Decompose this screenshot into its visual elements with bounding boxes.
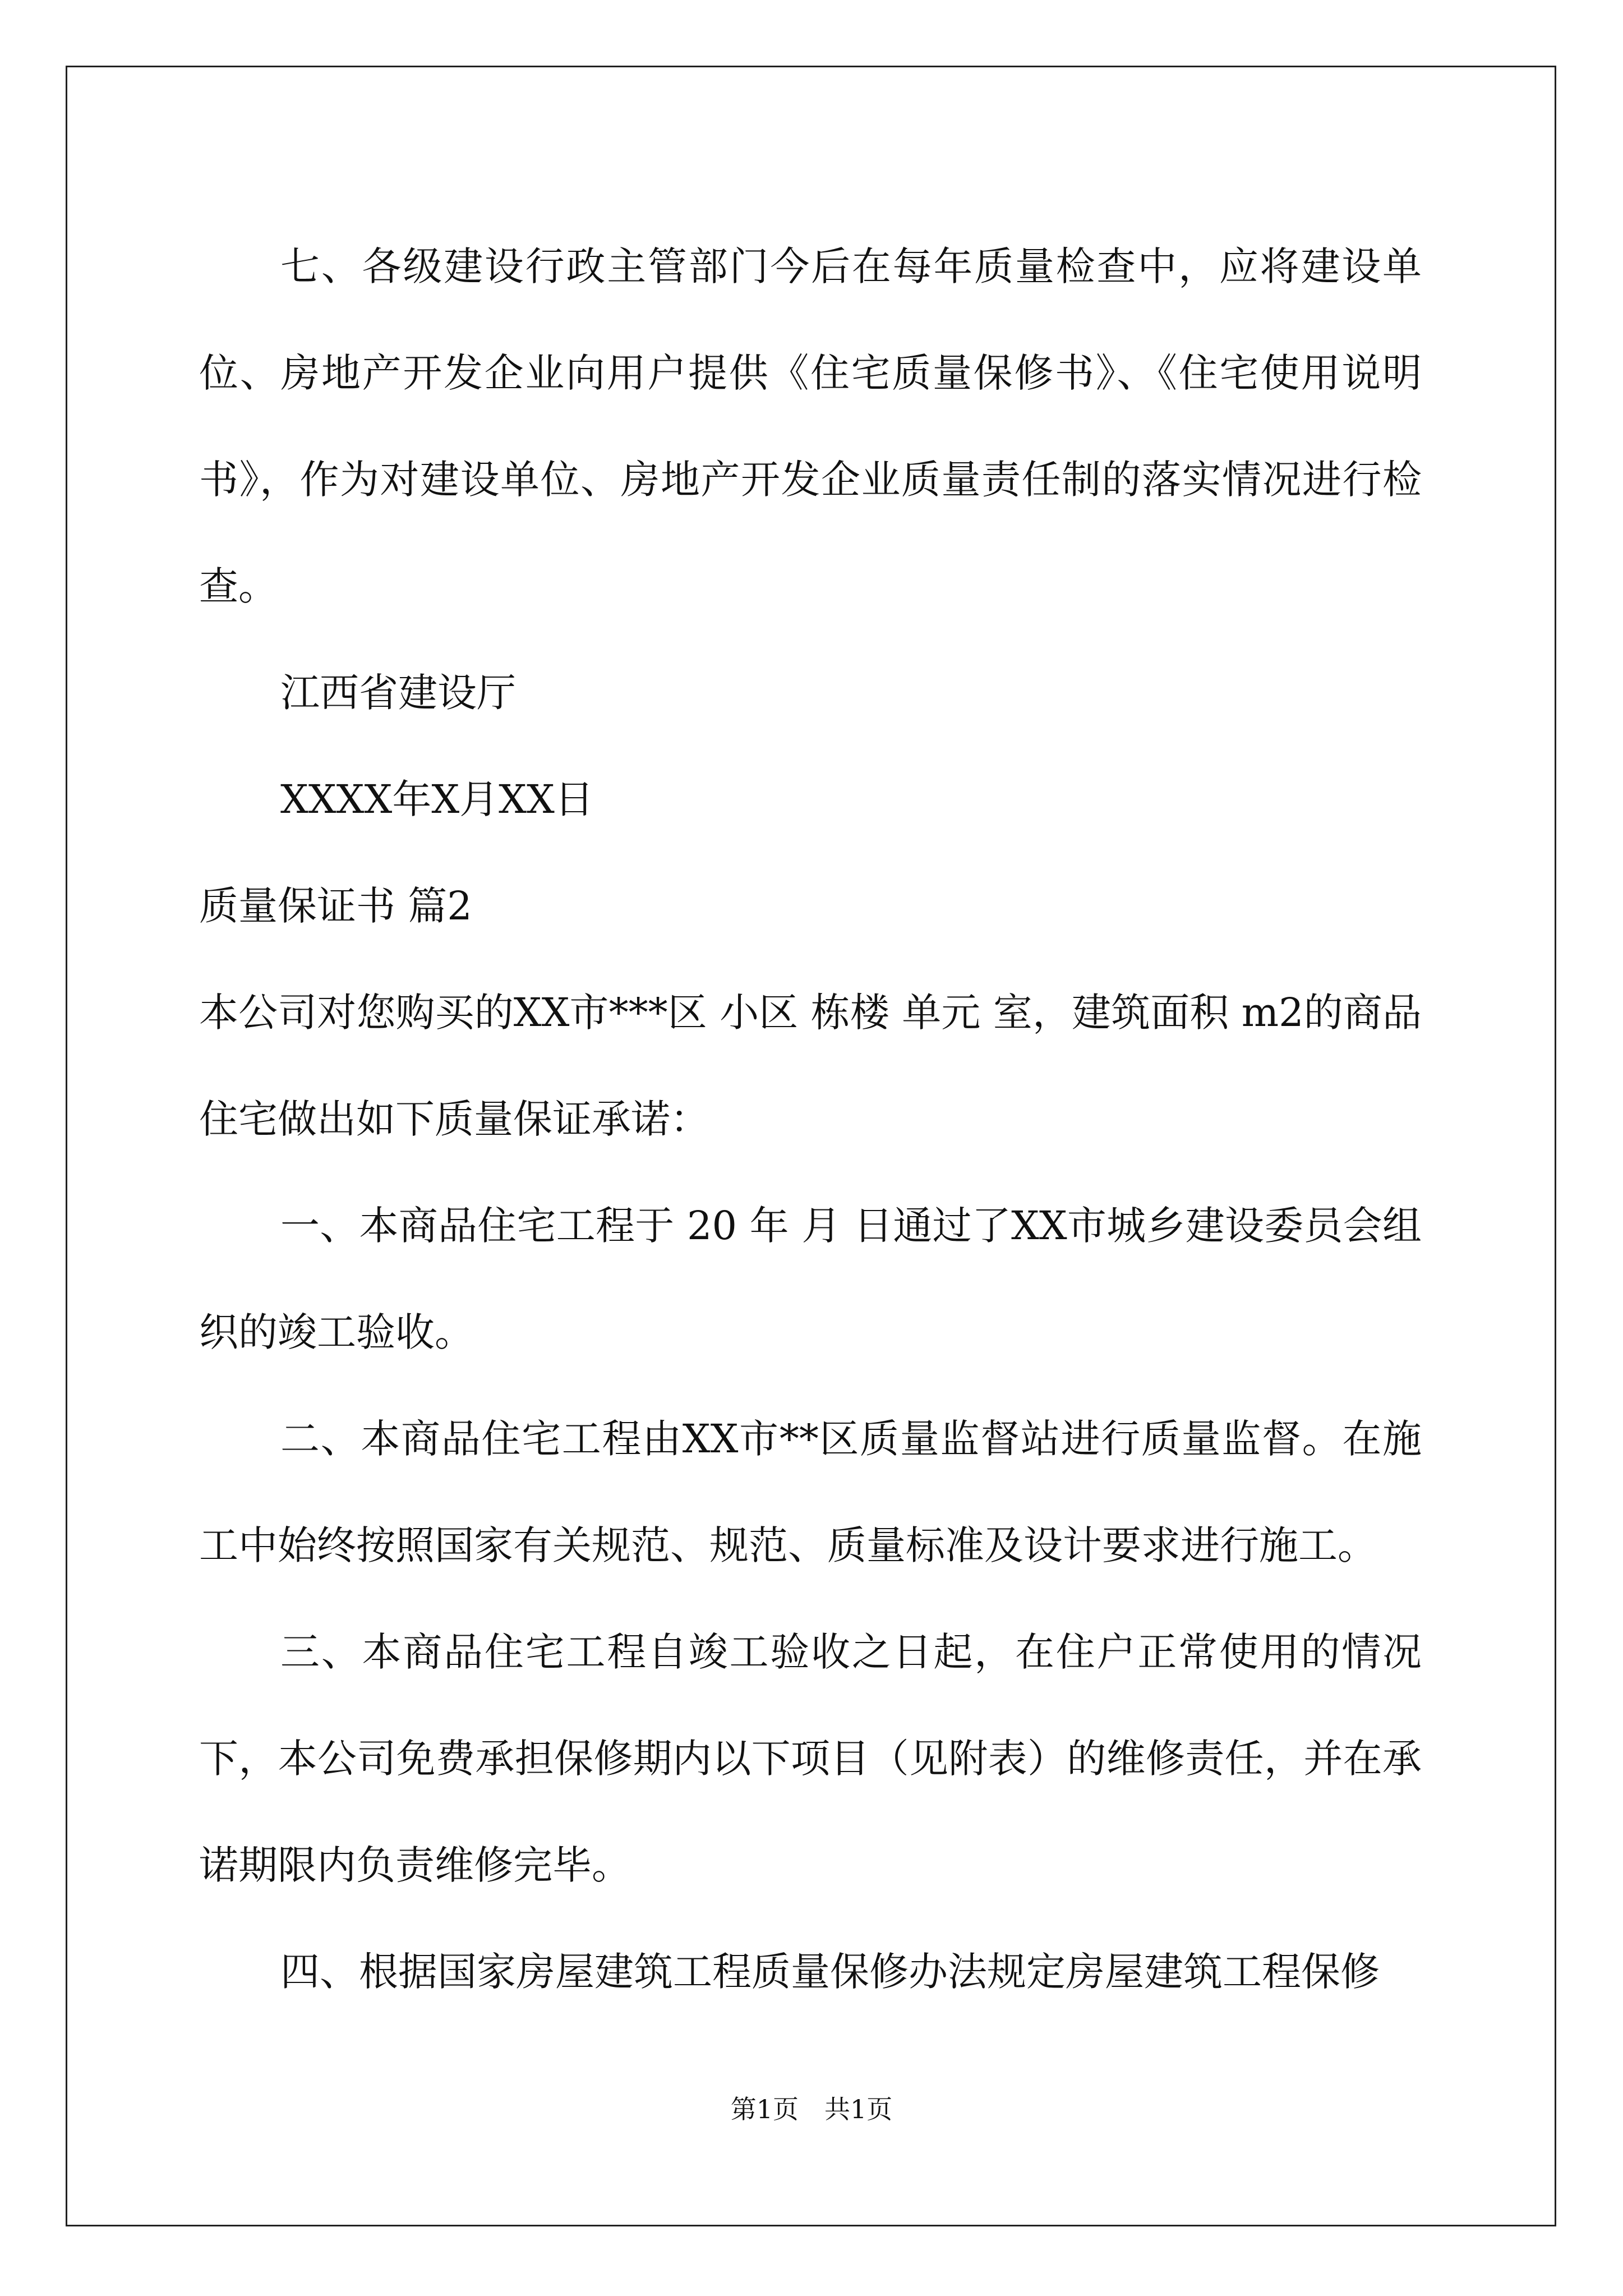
document-body: [199, 213, 1422, 2025]
paragraph: 一、本商品住宅工程于 20 年 月 日通过了XX市城乡建设委员会组织的竣工验收。: [199, 1203, 1422, 1355]
paragraph: 本公司对您购买的XX市***区 小区 栋楼 单元 室，建筑面积 m2的商品住宅做出如下质量保证承诺：: [199, 990, 1422, 1142]
paragraph: XXXX年X月XX日: [280, 776, 594, 822]
paragraph: 四、根据国家房屋建筑工程质量保修办法规定房屋建筑工程保修: [280, 1949, 1380, 1995]
paragraph: 七、各级建设行政主管部门今后在每年质量检查中，应将建设单位、房地产开发企业向用户提供《住宅质量保修书》、《住宅使用说明书》，作为对建设单位、房地产开发企业质量责任制的落实情况进行检查。: [199, 243, 1422, 609]
paragraph: 质量保证书 篇2: [199, 883, 472, 929]
page-footer: 第1页 共1页: [730, 2094, 893, 2124]
paragraph: 三、本商品住宅工程自竣工验收之日起，在住户正常使用的情况下，本公司免费承担保修期内以下项目（见附表）的维修责任，并在承诺期限内负责维修完毕。: [199, 1629, 1422, 1888]
paragraph: 江西省建设厅: [280, 670, 516, 716]
paragraph: 二、本商品住宅工程由XX市**区质量监督站进行质量监督。在施工中始终按照国家有关规范、规范、质量标准及设计要求进行施工。: [199, 1416, 1422, 1568]
